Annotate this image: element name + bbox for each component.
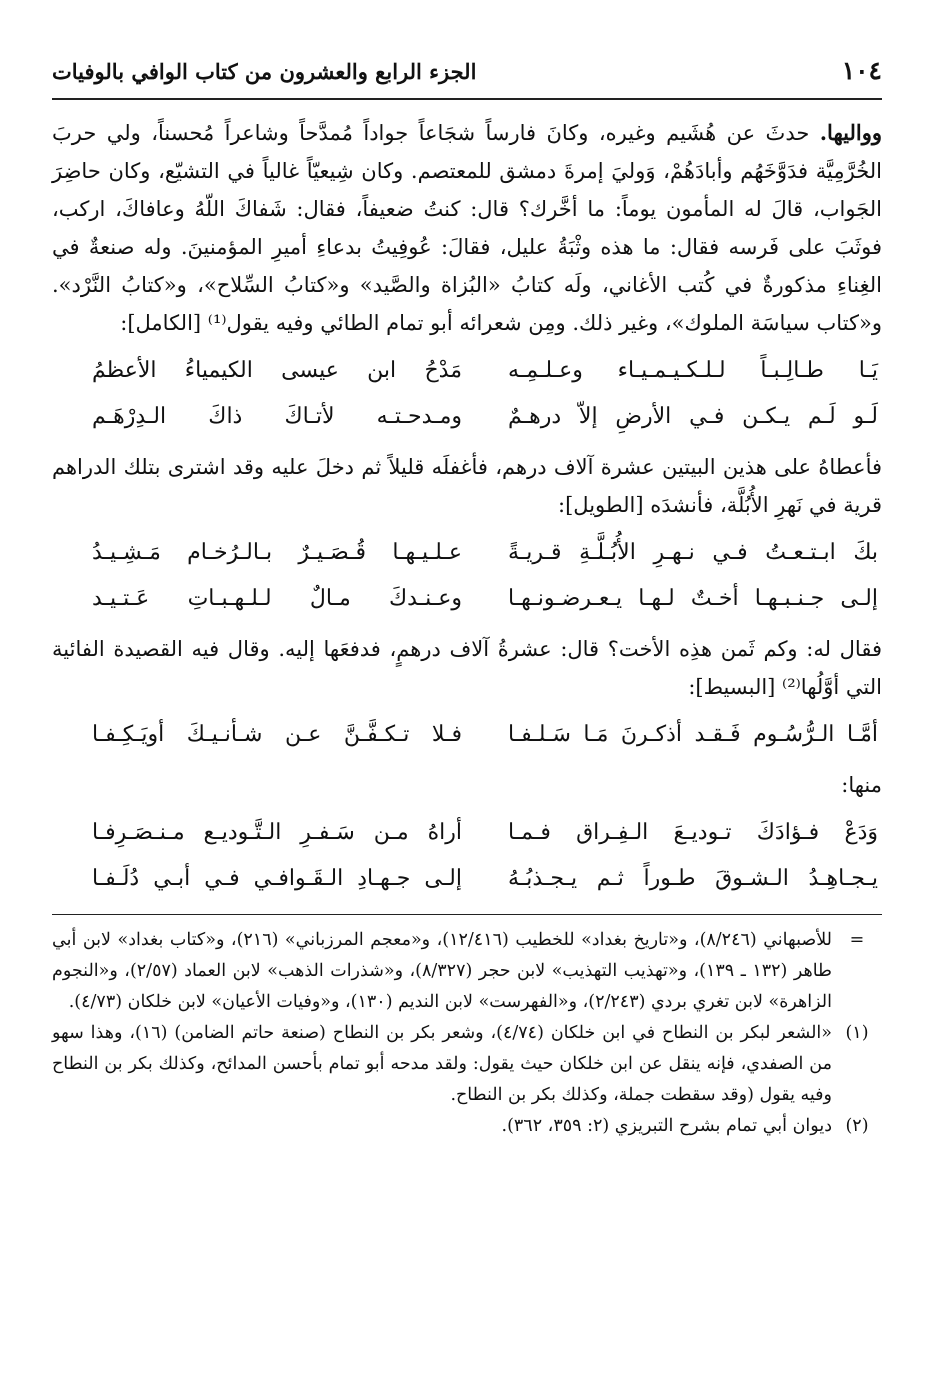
- verse-hemistich-right: بكَ ابـتـعـتُ فـي نـهـرِ الأُبُـلَّـةِ قـريـةً: [508, 540, 878, 565]
- verse-hemistich-right: يَـا طـالِـبـاً لـلـكـيـمـيـاء وعـلـمِـه: [508, 358, 878, 383]
- paragraph-lead: وواليها.: [819, 120, 882, 145]
- paragraph-1: [52, 114, 882, 342]
- paragraph-3: فقال له: وكم ثَمن هذِه الأخت؟ قال: عشرةُ آلاف درهمٍ، فدفعَها إليه. وقال فيه القصيدة الفائية التي أوَّلُها⁽²⁾ [البسيط]:: [52, 637, 882, 699]
- verse-hemistich-right: أمَّـا الـرُّسُـوم فَـقـد أذكـرنَ مَـا سَـلـفـا: [508, 722, 878, 747]
- verse-hemistich-right: إلـى جـنـبـهـا أخـتٌ لـهـا يـعـرضـونـهـا: [508, 586, 878, 611]
- book-page: [52, 56, 882, 1142]
- verse-block-2: [52, 530, 882, 622]
- verse-line: [52, 576, 882, 622]
- footnote-continuation: [52, 925, 882, 1018]
- verse-hemistich-left: عـلـيـهـا قُـصَـيـرٌ بـالـرُخـام مَـشِـيـدُ: [92, 540, 462, 565]
- verse-line: [52, 810, 882, 856]
- verse-block-3: [52, 712, 882, 758]
- verse-hemistich-right: لَـو لَـم يـكـن فـي الأرضِ إلاّ درهـمٌ: [508, 404, 878, 429]
- header-rule: [52, 98, 882, 100]
- verse-block-1: [52, 348, 882, 440]
- footnote-text: ديوان أبي تمام بشرح التبريزي (٢: ٣٥٩، ٣٦٢).: [501, 1116, 832, 1136]
- verse-hemistich-right: وَدَعْ فـؤادَكَ تـوديـعَ الـفِـراق فـمـا: [508, 820, 878, 845]
- verse-line: [52, 712, 882, 758]
- footnotes: [52, 925, 882, 1142]
- verse-block-4: [52, 810, 882, 902]
- paragraph-2: فأعطاهُ على هذين البيتين عشرة آلاف درهم، فأغفلَه قليلاً ثم دخلَ عليه وقد اشترى بتلك الدراهم قرية في نَهرِ الأُبُلَّة، فأنشدَه [الطويل]:: [52, 455, 882, 517]
- verse-hemistich-left: وعـنـدكَ مـالٌ لـلـهـبـاتِ عَـتـيـد: [92, 586, 462, 611]
- paragraph-1-text: حدثَ عن هُشَيم وغيره، وكانَ فارساً شجَاعاً جواداً مُمدَّحاً وشاعراً مُحسناً، ولي حربَ الخُرَّمِيَّة فدَوَّخَهُم وأبادَهُمْ، وَوليَ إمرةَ دمشق للمعتصم. وكان شِيعيّاً غالياً في التشيّع، وكان حاضِرَ الجَواب، قالَ له المأمون يوماً: ما أخَّرك؟ قال: كنتُ ضعيفاً، فقال: شَفاكَ اللّهُ وعافاكَ، اركب، فوثَبَ على فَرسه فقال: ما هذه وثْبَةُ عليل، فقالَ: عُوفِيتُ بدعاءِ أميرِ المؤمنينَ. وله صنعةٌ في الغِناءِ مذكورةٌ في كُتب الأغاني، ولَه كتابُ «البُزاة والصَّيد» و«كتابُ السِّلاح»، و«كتابُ النَّرْد». و«كتاب سياسَة الملوك»، وغير ذلك. ومِن شعرائه أبو تمام الطائي وفيه يقول⁽¹⁾ [الكامل]:: [52, 121, 882, 335]
- footnote-text: «الشعر لبكر بن النطاح في ابن خلكان (٤/٧٤)، وشعر بكر بن النطاح (صنعة حاتم الضامن) (١٦)، وهذا سهو من الصفدي، فإنه ينقل عن ابن خلكان حيث يقول: ولقد مدحه أبو تمام بأحسن المدائح، وكذلك بكر بن النطاح وفيه يقول (وقد سقطت جملة، وكذلك بكر بن النطاح.: [52, 1023, 832, 1105]
- footnote-2: [52, 1111, 882, 1142]
- footnote-marker: (٢): [845, 1116, 869, 1136]
- main-text: [52, 114, 882, 902]
- verse-hemistich-left: أراهُ مـن سَـفـرِ الـتَّـوديـع مـنـصَـرِفـا: [92, 820, 462, 845]
- verse-hemistich-left: إلـى جـهـادِ الـقَـوافـي فـي أبـي دُلَـفـا: [92, 866, 462, 891]
- verse-hemistich-right: يـجـاهِـدُ الـشـوقَ طـوراً ثـم يـجـذبُـهُ: [508, 866, 878, 891]
- verse-hemistich-left: ومـدحـتـه لأتـاكَ ذاكَ الـدِرْهَـم: [92, 404, 462, 429]
- footnote-1: [52, 1018, 882, 1111]
- verse-hemistich-left: مَدْحُ ابن عيسى الكيمياءُ الأعظمُ: [92, 358, 462, 383]
- footnote-rule: [52, 914, 882, 915]
- verse-hemistich-left: فـلا تـكـفَّـنَّ عـن شـأنـيـكَ أويَـكِـفـا: [92, 722, 462, 747]
- verse-line: [52, 394, 882, 440]
- page-number: ١٠٤: [841, 56, 882, 85]
- running-header: [52, 56, 882, 94]
- verse-line: [52, 530, 882, 576]
- minha-label: منها:: [841, 773, 882, 797]
- footnote-text: للأصبهاني (٨/٢٤٦)، و«تاريخ بغداد» للخطيب (١٢/٤١٦)، و«معجم المرزباني» (٢١٦)، و«كتاب بغداد» لابن أبي طاهر (١٣٢ ـ ١٣٩)، و«تهذيب التهذيب» لابن حجر (٨/٣٢٧)، و«شذرات الذهب» لابن العماد (٢/٥٧)، و«النجوم الزاهرة» لابن تغري بردي (٢/٢٤٣)، و«الفهرست» لابن النديم (١٣٠)، و«وفيات الأعيان» لابن خلكان (٤/٧٣).: [52, 930, 832, 1012]
- footnote-marker: (١): [845, 1023, 869, 1043]
- verse-line: [52, 348, 882, 394]
- verse-line: [52, 856, 882, 902]
- running-title: الجزء الرابع والعشرون من كتاب الوافي بالوفيات: [52, 59, 477, 84]
- footnote-marker: =: [849, 930, 865, 950]
